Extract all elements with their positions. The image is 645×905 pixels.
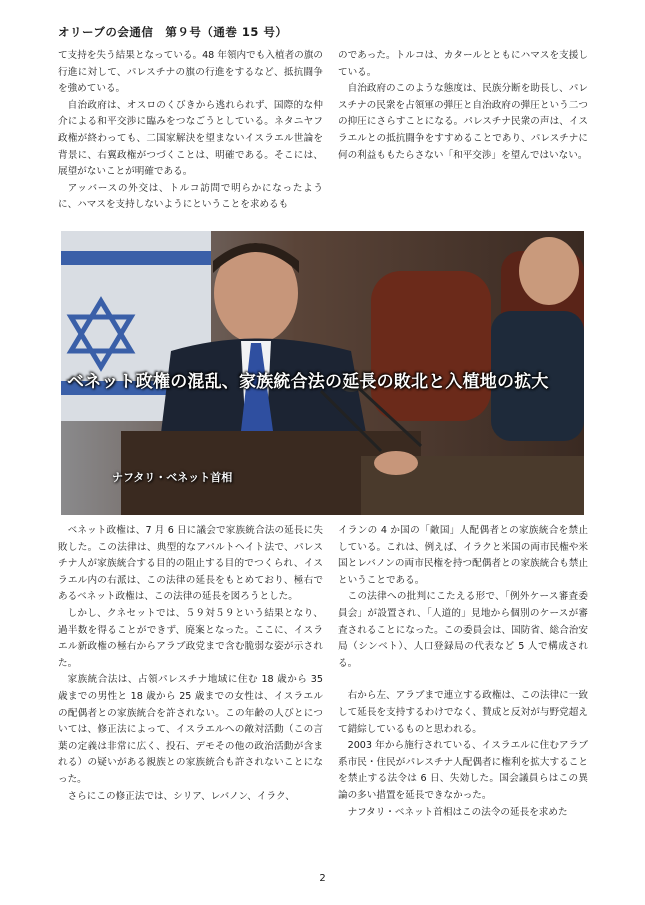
paragraph: さらにこの修正法では、シリア、レバノン、イラク、 [67,790,295,802]
paragraph: 家族統合法は、占領パレスチナ地域に住む 18 歳から 35 歳までの男性と 18 歳から 25 歳までの女性は、イスラエルの配偶者との家族統合を許されない。この年齢の人びとについては、修正法によって、イスラエルへの敵対活動（この言葉の定義は非常に広く、投石、デモその他の政治活動が含まれる）の疑いがある親族との家族統合も許されないことになった。 [58,674,323,785]
photo-caption: ナフタリ・ベネット首相 [112,471,233,484]
bottom-right-column [338,523,588,821]
paragraph: アッバースの外交は、トルコ訪問で明らかになったように、ハマスを支持しないようにということを求めるも [58,182,323,211]
paragraph: 自治政府のこのような態度は、民族分断を助長し、パレスチナの民衆を占領軍の弾圧と自治政府の弾圧という二つの抑圧にさらすことになる。パレスチナ民衆の声は、イスラエルとの抵抗闘争をすすめることであり、パレスチナに何の利益ももたらさない「和平交渉」を望んではいない。 [338,83,588,161]
paragraph: 2003 年から施行されている、イスラエルに住むアラブ系市民・住民がパレスチナ人配偶者に権利を拡大することを禁止する法令は 6 日、失効した。国会議員らはこの異論の多い措置を延長できなかった。 [338,740,588,801]
article-photo [61,231,584,515]
paragraph: ベネット政権は、7 月 6 日に議会で家族統合法の延長に失敗した。この法律は、典型的なアパルトヘイト法で、パレスチナ人が家族統合する目的の阻止する目的でつくられ、イスラエル内の右派は、この法律の延長をもとめており、極右であるベネット政権は、この法律の延長を図ろうとした。 [58,525,323,603]
paragraph: この法律への批判にこたえる形で、「例外ケース審査委員会」が設置され、「人道的」見地から個別のケースが審査されることになった。この委員会は、国防省、総合治安局（シンベト）、人口登録局の代表など 5 人で構成される。 [338,591,588,669]
paragraph: て支持を失う結果となっている。48 年領内でも入植者の旗の行進に対して、パレスチナの旗の行進をするなど、抵抗闘争を強めている。 [58,50,323,95]
paragraph: 自治政府は、オスロのくびきから逃れられず、国際的な仲介による和平交渉に臨みをつなごうとしている。ネタニヤフ政権が終わっても、二国家解決を望まないイスラエル世論を背景に、右翼政権がつづくことは、明確である。そこには、展望がないことが明確である。 [58,99,323,178]
top-left-column [58,48,323,214]
bottom-left-column [58,523,323,805]
paragraph: イランの 4 か国の「敵国」人配偶者との家族統合を禁止している。これは、例えば、イラクと米国の両市民権や米国とレバノンの両市民権を持つ配偶者との家族統合も禁止ということである。 [338,525,588,586]
article-headline: ベネット政権の混乱、家族統合法の延長の敗北と入植地の拡大 [67,372,549,392]
page-number: 2 [319,873,326,884]
paragraph: のであった。トルコは、カタールとともにハマスを支援している。 [338,50,588,78]
top-right-column [338,48,588,164]
paragraph: ナフタリ・ベネット首相はこの法令の延長を求めた [347,806,568,818]
newsletter-header: オリーブの会通信 第９号（通巻 15 号） [58,25,288,39]
paragraph: しかし、クネセットでは、５９対５９という結果となり、過半数を得ることができず、廃案となった。ここに、イスラエル新政権の極右からアラブ政党まで含む脆弱な姿が示された。 [58,607,323,669]
paragraph: 右から左、アラブまで連立する政権は、この法律に一致して延長を支持するわけでなく、賛成と反対が与野党超えて錯綜しているものと思われる。 [338,690,588,735]
